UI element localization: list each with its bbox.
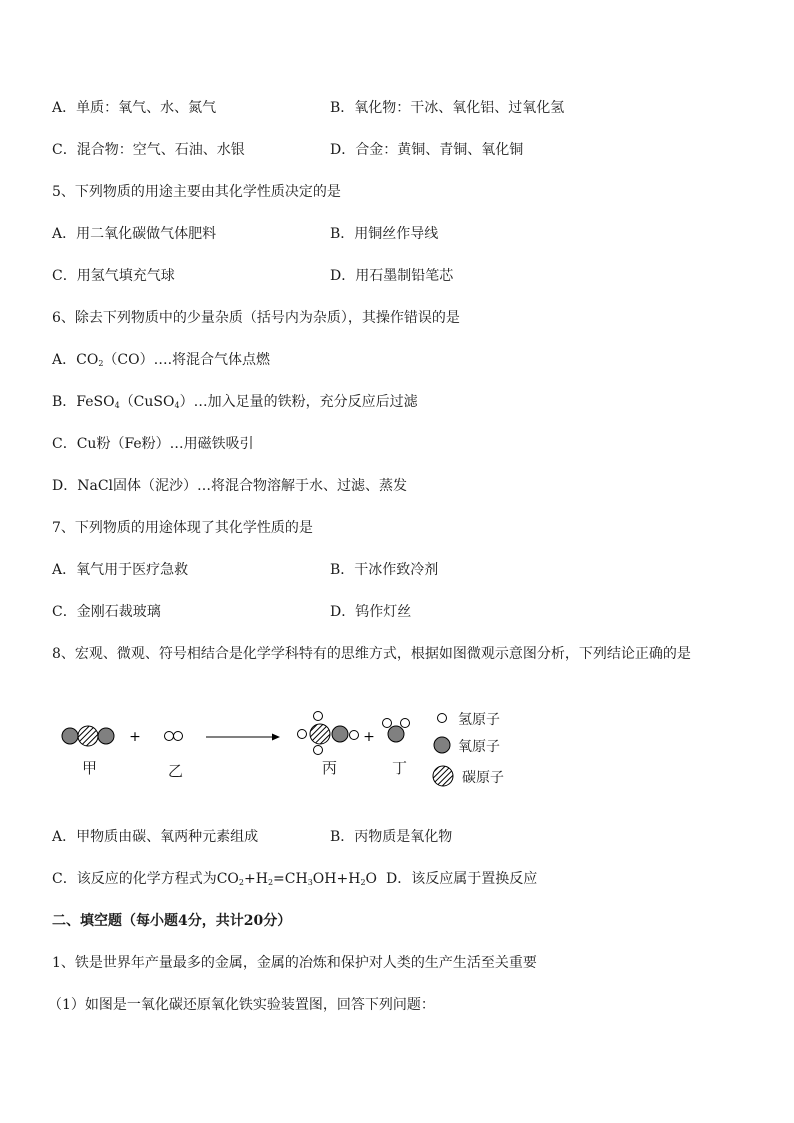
molecule-yi [165, 732, 183, 741]
q7-option-b: B．干冰作致冷剂 [330, 562, 439, 578]
hydrogen-atom [401, 719, 410, 728]
molecule-ding [383, 719, 410, 743]
label-ding: 丁 [392, 759, 408, 777]
label-yi: 乙 [168, 762, 184, 780]
legend-oxygen-label: 氧原子 [458, 739, 500, 755]
q8-option-d: D．该反应属于置换反应 [386, 871, 538, 887]
label-bing: 丙 [322, 759, 338, 777]
reaction-arrow [206, 734, 280, 741]
q4-option-d: D．合金：黄铜、青铜、氧化铜 [330, 142, 524, 158]
hydrogen-atom [314, 712, 323, 721]
carbon-atom [310, 724, 330, 744]
legend [433, 714, 453, 787]
q5-option-d: D．用石墨制铅笔芯 [330, 268, 454, 284]
q8-stem: 8、宏观、微观、符号相结合是化学学科特有的思维方式，根据如图微观示意图分析，下列结论正确的是 [52, 646, 691, 662]
hydrogen-atom [383, 719, 392, 728]
q8-option-a: A．甲物质由碳、氧两种元素组成 [52, 829, 259, 845]
q5-option-c: C．用氢气填充气球 [52, 268, 175, 284]
q7-option-a: A．氧气用于医疗急救 [52, 562, 189, 578]
q4-option-a: A．单质：氧气、水、氮气 [52, 100, 217, 116]
q6-option-c: C．Cu粉（Fe粉）…用磁铁吸引 [52, 436, 254, 452]
carbon-atom [78, 726, 98, 746]
oxygen-atom [98, 728, 114, 744]
q5-stem: 5、下列物质的用途主要由其化学性质决定的是 [52, 184, 341, 200]
legend-hydrogen-label: 氢原子 [458, 712, 500, 728]
legend-hydrogen-icon [438, 714, 447, 723]
q6-option-a: A．$CO_2(CO)\dots$.将混合气体点燃 [52, 352, 271, 368]
q5-option-b: B．用铜丝作导线 [330, 226, 439, 242]
q7-option-c: C．金刚石裁玻璃 [52, 604, 161, 620]
section-title: 二、填空题（每小题4分，共计20分） [52, 913, 292, 929]
q6-option-b: B．FeSO$_4$（CuSO$_4$）…加入足量的铁粉，充分反应后过滤 [52, 394, 418, 410]
q5-option-a: A．用二氧化碳做气体肥料 [52, 226, 217, 242]
fill-q1-sub1: （1）如图是一氧化碳还原氧化铁实验装置图，回答下列问题： [48, 997, 435, 1013]
q8-option-b: B．丙物质是氧化物 [330, 829, 453, 845]
hydrogen-atom [350, 731, 359, 740]
oxygen-atom [388, 726, 404, 742]
fill-q1-stem: 1、铁是世界年产量最多的金属，金属的冶炼和保护对人类的生产生活至关重要 [52, 955, 537, 971]
label-jia: 甲 [82, 759, 98, 777]
oxygen-atom [62, 728, 78, 744]
legend-carbon-icon [433, 766, 453, 786]
hydrogen-atom [298, 730, 307, 739]
q4-option-c: C．混合物：空气、石油、水银 [52, 142, 245, 158]
q6-option-d: D．NaCl固体（泥沙）…将混合物溶解于水、过滤、蒸发 [52, 478, 408, 494]
molecule-jia [62, 726, 114, 746]
oxygen-atom [332, 726, 348, 742]
molecule-bing [298, 712, 359, 755]
legend-oxygen-icon [434, 737, 450, 753]
plus-sign-1: + [129, 729, 141, 745]
q4-option-b: B．氧化物：干冰、氧化铝、过氧化氢 [330, 100, 565, 116]
q8-option-c: C．该反应的化学方程式为$CO_2+H_2=CH_3OH+H_2O$ [52, 871, 378, 887]
hydrogen-atom [314, 746, 323, 755]
plus-sign-2: + [363, 729, 375, 745]
hydrogen-atom [174, 732, 183, 741]
q6-stem: 6、除去下列物质中的少量杂质（括号内为杂质），其操作错误的是 [52, 310, 460, 326]
q7-option-d: D．钨作灯丝 [330, 604, 412, 620]
hydrogen-atom [165, 732, 174, 741]
q7-stem: 7、下列物质的用途体现了其化学性质的是 [52, 520, 313, 536]
legend-carbon-label: 碳原子 [462, 770, 504, 786]
